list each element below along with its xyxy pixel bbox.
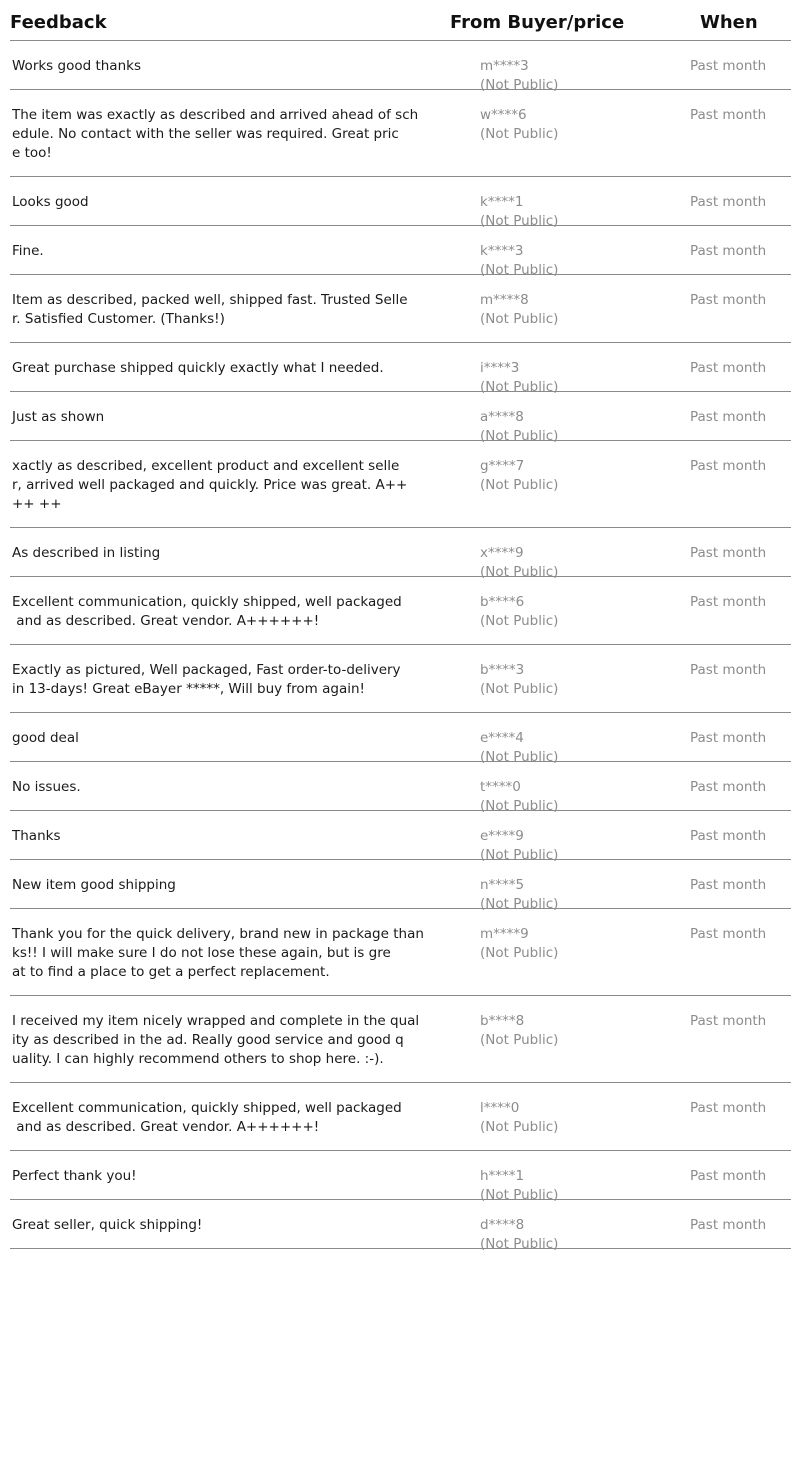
buyer-id: e****4	[480, 730, 524, 746]
buyer-price-note: (Not Public)	[480, 681, 559, 697]
feedback-comment: Looks good	[12, 194, 89, 210]
feedback-comment: Works good thanks	[12, 58, 141, 74]
feedback-comment: Just as shown	[12, 409, 105, 425]
buyer-price-note: (Not Public)	[480, 798, 559, 814]
feedback-comment: Item as described, packed well, shipped fast. Trusted Selle r. Satisfied Customer. (Thanks!)	[12, 292, 408, 327]
buyer-id: i****3	[480, 360, 520, 376]
buyer-id: e****9	[480, 828, 524, 844]
feedback-date: Past month	[690, 779, 767, 795]
feedback-comment: Excellent communication, quickly shipped, well packaged and as described. Great vendor. A++++++!	[12, 594, 402, 629]
feedback-date: Past month	[690, 107, 767, 123]
buyer-id: w****6	[480, 107, 527, 123]
feedback-row	[10, 275, 791, 343]
feedback-row	[10, 528, 791, 580]
buyer-id: n****5	[480, 877, 525, 893]
buyer-id: x****9	[480, 545, 524, 561]
feedback-row	[10, 41, 791, 93]
buyer-id: m****9	[480, 926, 529, 942]
feedback-date: Past month	[690, 458, 767, 474]
feedback-column-header: Feedback	[10, 12, 107, 33]
buyer-price-note: (Not Public)	[480, 1187, 559, 1203]
feedback-date: Past month	[690, 594, 767, 610]
feedback-comment: Great purchase shipped quickly exactly what I needed.	[12, 360, 384, 376]
buyer-info	[480, 661, 558, 699]
buyer-info	[480, 106, 558, 144]
buyer-price-note: (Not Public)	[480, 77, 559, 93]
buyer-price-note: (Not Public)	[480, 1236, 559, 1252]
buyer-price-note: (Not Public)	[480, 477, 559, 493]
buyer-price-note: (Not Public)	[480, 945, 559, 961]
feedback-row	[10, 90, 791, 177]
feedback-date: Past month	[690, 409, 767, 425]
feedback-comment: The item was exactly as described and arrived ahead of sch edule. No contact with the seller was required. Great pric e too!	[12, 107, 419, 161]
buyer-price-note: (Not Public)	[480, 564, 559, 580]
buyer-price-note: (Not Public)	[480, 749, 559, 765]
buyer-info	[480, 593, 558, 631]
feedback-date: Past month	[690, 194, 767, 210]
buyer-price-note: (Not Public)	[480, 896, 559, 912]
feedback-comment: No issues.	[12, 779, 81, 795]
buyer-info	[480, 1012, 558, 1050]
feedback-comment: Thank you for the quick delivery, brand new in package than ks!! I will make sure I do not lose these again, but is gre at to find a place to get a perfect replacement.	[12, 926, 424, 980]
buyer-info	[480, 925, 558, 963]
when-column-header: When	[700, 12, 758, 33]
feedback-date: Past month	[690, 58, 767, 74]
feedback-date: Past month	[690, 1100, 767, 1116]
buyer-info	[480, 457, 558, 495]
buyer-id: l****0	[480, 1100, 520, 1116]
buyer-price-note: (Not Public)	[480, 847, 559, 863]
buyer-column-header: From Buyer/price	[450, 12, 625, 33]
feedback-row	[10, 909, 791, 996]
feedback-rows	[10, 41, 791, 1252]
buyer-id: t****0	[480, 779, 521, 795]
feedback-row	[10, 1083, 791, 1151]
buyer-price-note: (Not Public)	[480, 428, 559, 444]
buyer-info	[480, 1099, 558, 1137]
buyer-id: g****7	[480, 458, 525, 474]
feedback-row	[10, 441, 791, 528]
buyer-id: b****8	[480, 1013, 525, 1029]
buyer-id: m****3	[480, 58, 529, 74]
buyer-id: k****1	[480, 194, 524, 210]
buyer-id: d****8	[480, 1217, 525, 1233]
feedback-row	[10, 577, 791, 645]
feedback-date: Past month	[690, 1217, 767, 1233]
buyer-id: m****8	[480, 292, 529, 308]
feedback-date: Past month	[690, 877, 767, 893]
feedback-row	[10, 996, 791, 1083]
buyer-price-note: (Not Public)	[480, 1032, 559, 1048]
buyer-id: h****1	[480, 1168, 525, 1184]
feedback-comment: As described in listing	[12, 545, 161, 561]
buyer-price-note: (Not Public)	[480, 126, 559, 142]
feedback-row	[10, 343, 791, 395]
feedback-row	[10, 713, 791, 765]
feedback-comment: I received my item nicely wrapped and complete in the qual ity as described in the ad. Really good service and good q uality. I can highly recommend others to shop here. :-).	[12, 1013, 420, 1067]
feedback-comment: Excellent communication, quickly shipped, well packaged and as described. Great vendor. A++++++!	[12, 1100, 402, 1135]
buyer-price-note: (Not Public)	[480, 213, 559, 229]
feedback-row	[10, 1151, 791, 1203]
buyer-info	[480, 1216, 558, 1254]
buyer-id: k****3	[480, 243, 524, 259]
feedback-row	[10, 860, 791, 912]
feedback-comment: Perfect thank you!	[12, 1168, 137, 1184]
feedback-date: Past month	[690, 360, 767, 376]
feedback-row	[10, 226, 791, 278]
feedback-date: Past month	[690, 926, 767, 942]
feedback-table	[10, 0, 791, 1252]
feedback-row	[10, 811, 791, 863]
feedback-row	[10, 1200, 791, 1252]
buyer-id: b****6	[480, 594, 525, 610]
buyer-price-note: (Not Public)	[480, 379, 559, 395]
feedback-date: Past month	[690, 292, 767, 308]
feedback-row	[10, 645, 791, 713]
buyer-id: a****8	[480, 409, 524, 425]
buyer-id: b****3	[480, 662, 525, 678]
feedback-date: Past month	[690, 662, 767, 678]
feedback-comment: good deal	[12, 730, 79, 746]
buyer-price-note: (Not Public)	[480, 1119, 559, 1135]
feedback-comment: Fine.	[12, 243, 44, 259]
feedback-date: Past month	[690, 1013, 767, 1029]
feedback-comment: Great seller, quick shipping!	[12, 1217, 203, 1233]
feedback-row	[10, 762, 791, 814]
feedback-date: Past month	[690, 1168, 767, 1184]
buyer-price-note: (Not Public)	[480, 613, 559, 629]
feedback-row	[10, 177, 791, 229]
feedback-date: Past month	[690, 243, 767, 259]
feedback-row	[10, 392, 791, 444]
feedback-comment: Exactly as pictured, Well packaged, Fast order-to-delivery in 13-days! Great eBayer *****, Will buy from again!	[12, 662, 401, 697]
feedback-comment: xactly as described, excellent product and excellent selle r, arrived well packaged and quickly. Price was great. A++ ++ ++	[12, 458, 408, 512]
feedback-date: Past month	[690, 545, 767, 561]
feedback-comment: New item good shipping	[12, 877, 176, 893]
buyer-price-note: (Not Public)	[480, 262, 559, 278]
table-header	[10, 0, 791, 41]
feedback-date: Past month	[690, 828, 767, 844]
feedback-comment: Thanks	[12, 828, 61, 844]
feedback-date: Past month	[690, 730, 767, 746]
buyer-price-note: (Not Public)	[480, 311, 559, 327]
buyer-info	[480, 291, 558, 329]
